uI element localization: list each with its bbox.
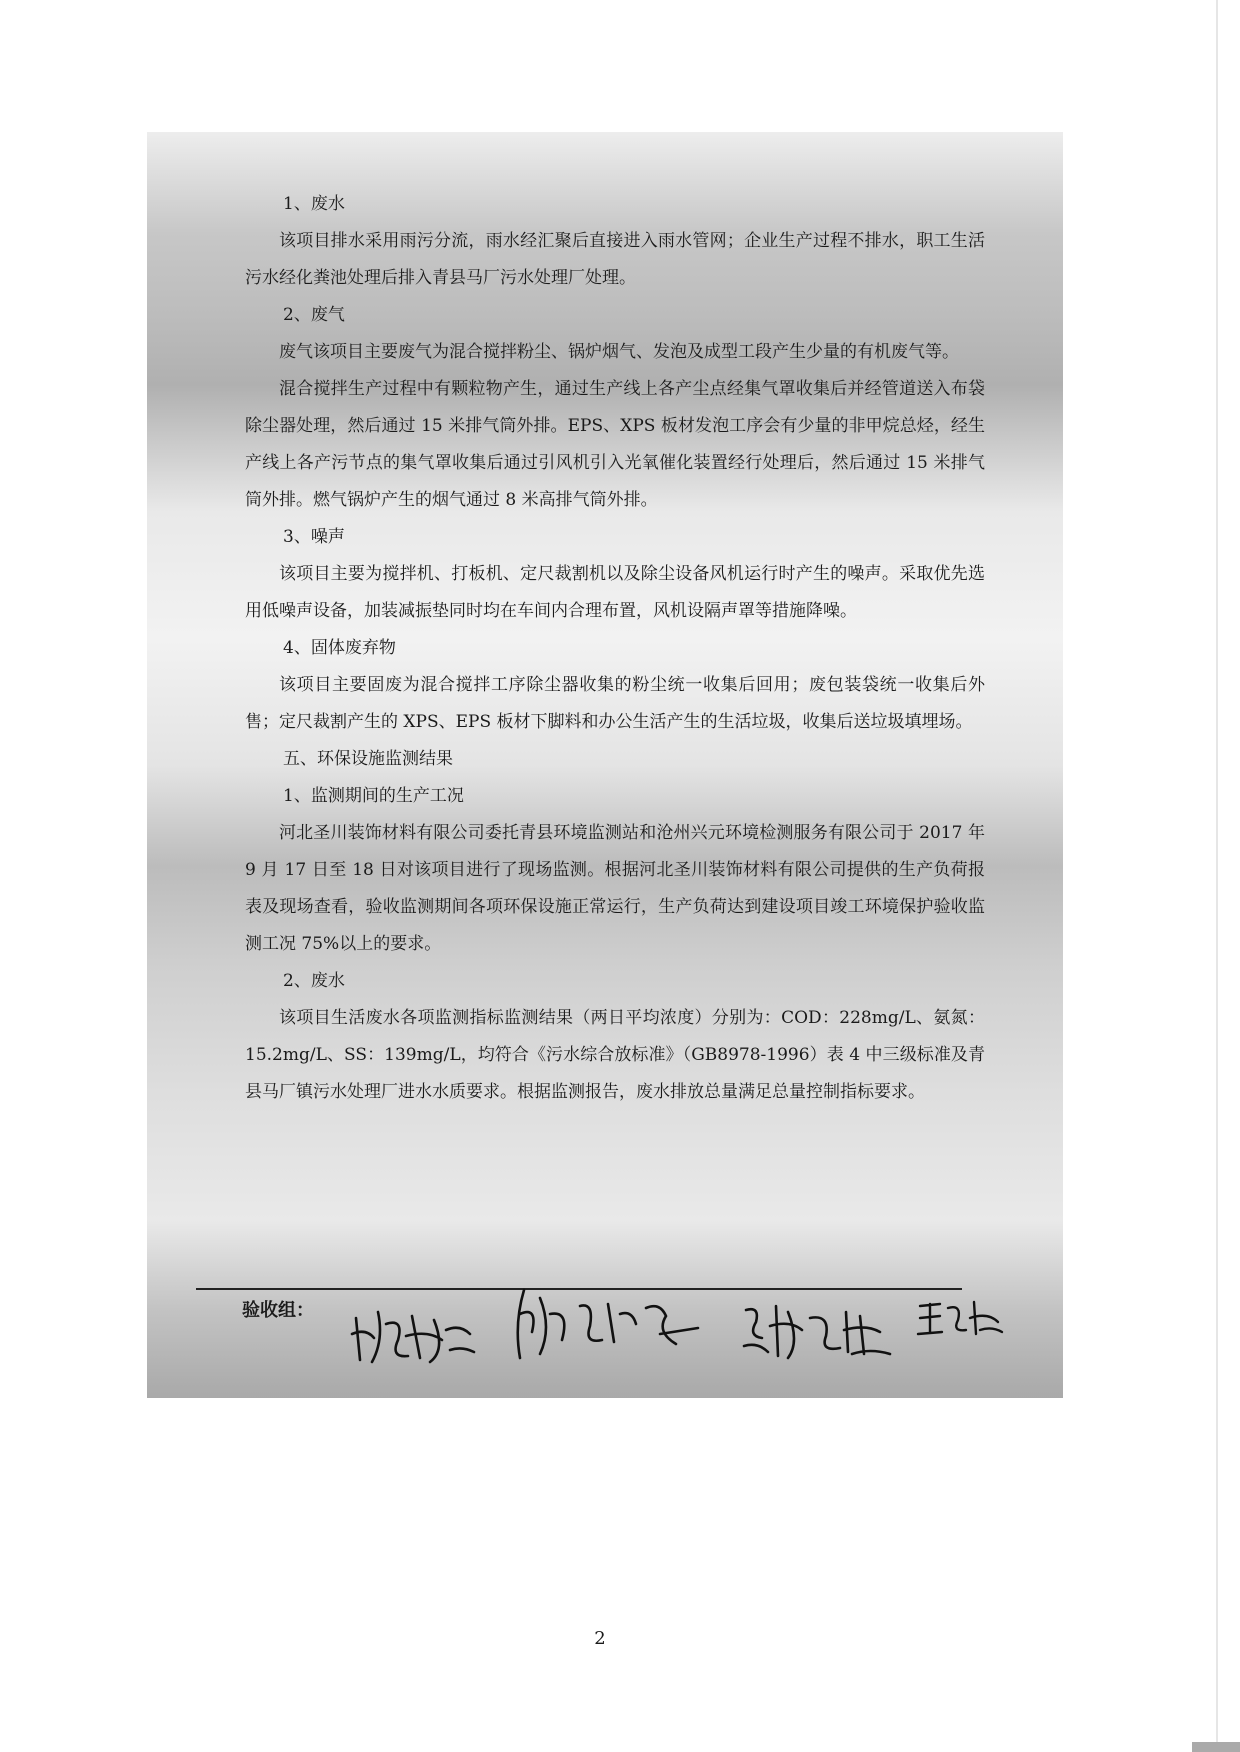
- para-production-conditions: 河北圣川装饰材料有限公司委托青县环境监测站和沧州兴元环境检测服务有限公司于 2017 年 9 月 17 日至 18 日对该项目进行了现场监测。根据河北圣川装饰材料有限公司提供的生产负荷报表及现场查看，验收监测期间各项环保设施正常运行，生产负荷达到建设项目竣工环境保护验收监测工况 75%以上的要求。: [245, 823, 985, 954]
- heading-noise: 3、噪声: [283, 527, 345, 547]
- page-number: 2: [594, 1628, 606, 1649]
- para-exhaust-overview: 废气该项目主要废气为混合搅拌粉尘、锅炉烟气、发泡及成型工段产生少量的有机废气等。: [279, 342, 959, 362]
- para-wastewater-results: 该项目生活废水各项监测指标监测结果（两日平均浓度）分别为：COD：228mg/L、氨氮：15.2mg/L、SS：139mg/L，均符合《污水综合放标准》（GB8978-1996）表 4 中三级标准及青县马厂镇污水处理厂进水水质要求。根据监测报告，废水排放总量满足总量控制指标要求。: [245, 1008, 985, 1102]
- heading-exhaust-gas: 2、废气: [283, 305, 345, 325]
- heading-solid-waste: 4、固体废弃物: [283, 638, 396, 658]
- signature-2: [510, 1284, 710, 1364]
- heading-wastewater: 1、废水: [283, 194, 345, 214]
- scan-corner-mark: [1192, 1742, 1240, 1752]
- heading-monitoring-results: 五、环保设施监测结果: [283, 749, 453, 769]
- signature-1: [350, 1300, 480, 1370]
- para-noise: 该项目主要为搅拌机、打板机、定尺裁割机以及除尘设备风机运行时产生的噪声。采取优先选用低噪声设备，加装减振垫同时均在车间内合理布置，风机设隔声罩等措施降噪。: [245, 564, 985, 621]
- signature-4: [916, 1294, 1006, 1344]
- signature-3: [740, 1296, 900, 1366]
- heading-production-conditions: 1、监测期间的生产工况: [283, 786, 464, 806]
- heading-wastewater-results: 2、废水: [283, 971, 345, 991]
- document-body: [245, 186, 985, 1111]
- acceptance-group-label: 验收组：: [242, 1300, 314, 1321]
- para-drainage: 该项目排水采用雨污分流，雨水经汇聚后直接进入雨水管网；企业生产过程不排水，职工生活污水经化粪池处理后排入青县马厂污水处理厂处理。: [245, 231, 985, 288]
- para-solid-waste: 该项目主要固废为混合搅拌工序除尘器收集的粉尘统一收集后回用；废包装袋统一收集后外售；定尺裁割产生的 XPS、EPS 板材下脚料和办公生活产生的生活垃圾，收集后送垃圾填埋场。: [245, 675, 985, 732]
- para-exhaust-treatment: 混合搅拌生产过程中有颗粒物产生，通过生产线上各产尘点经集气罩收集后并经管道送入布袋除尘器处理，然后通过 15 米排气筒外排。EPS、XPS 板材发泡工序会有少量的非甲烷总烃，经生产线上各产污节点的集气罩收集后通过引风机引入光氧催化装置经行处理后，然后通过 15 米排气筒外排。燃气锅炉产生的烟气通过 8 米高排气筒外排。: [245, 379, 985, 510]
- scan-edge: [1216, 0, 1218, 1752]
